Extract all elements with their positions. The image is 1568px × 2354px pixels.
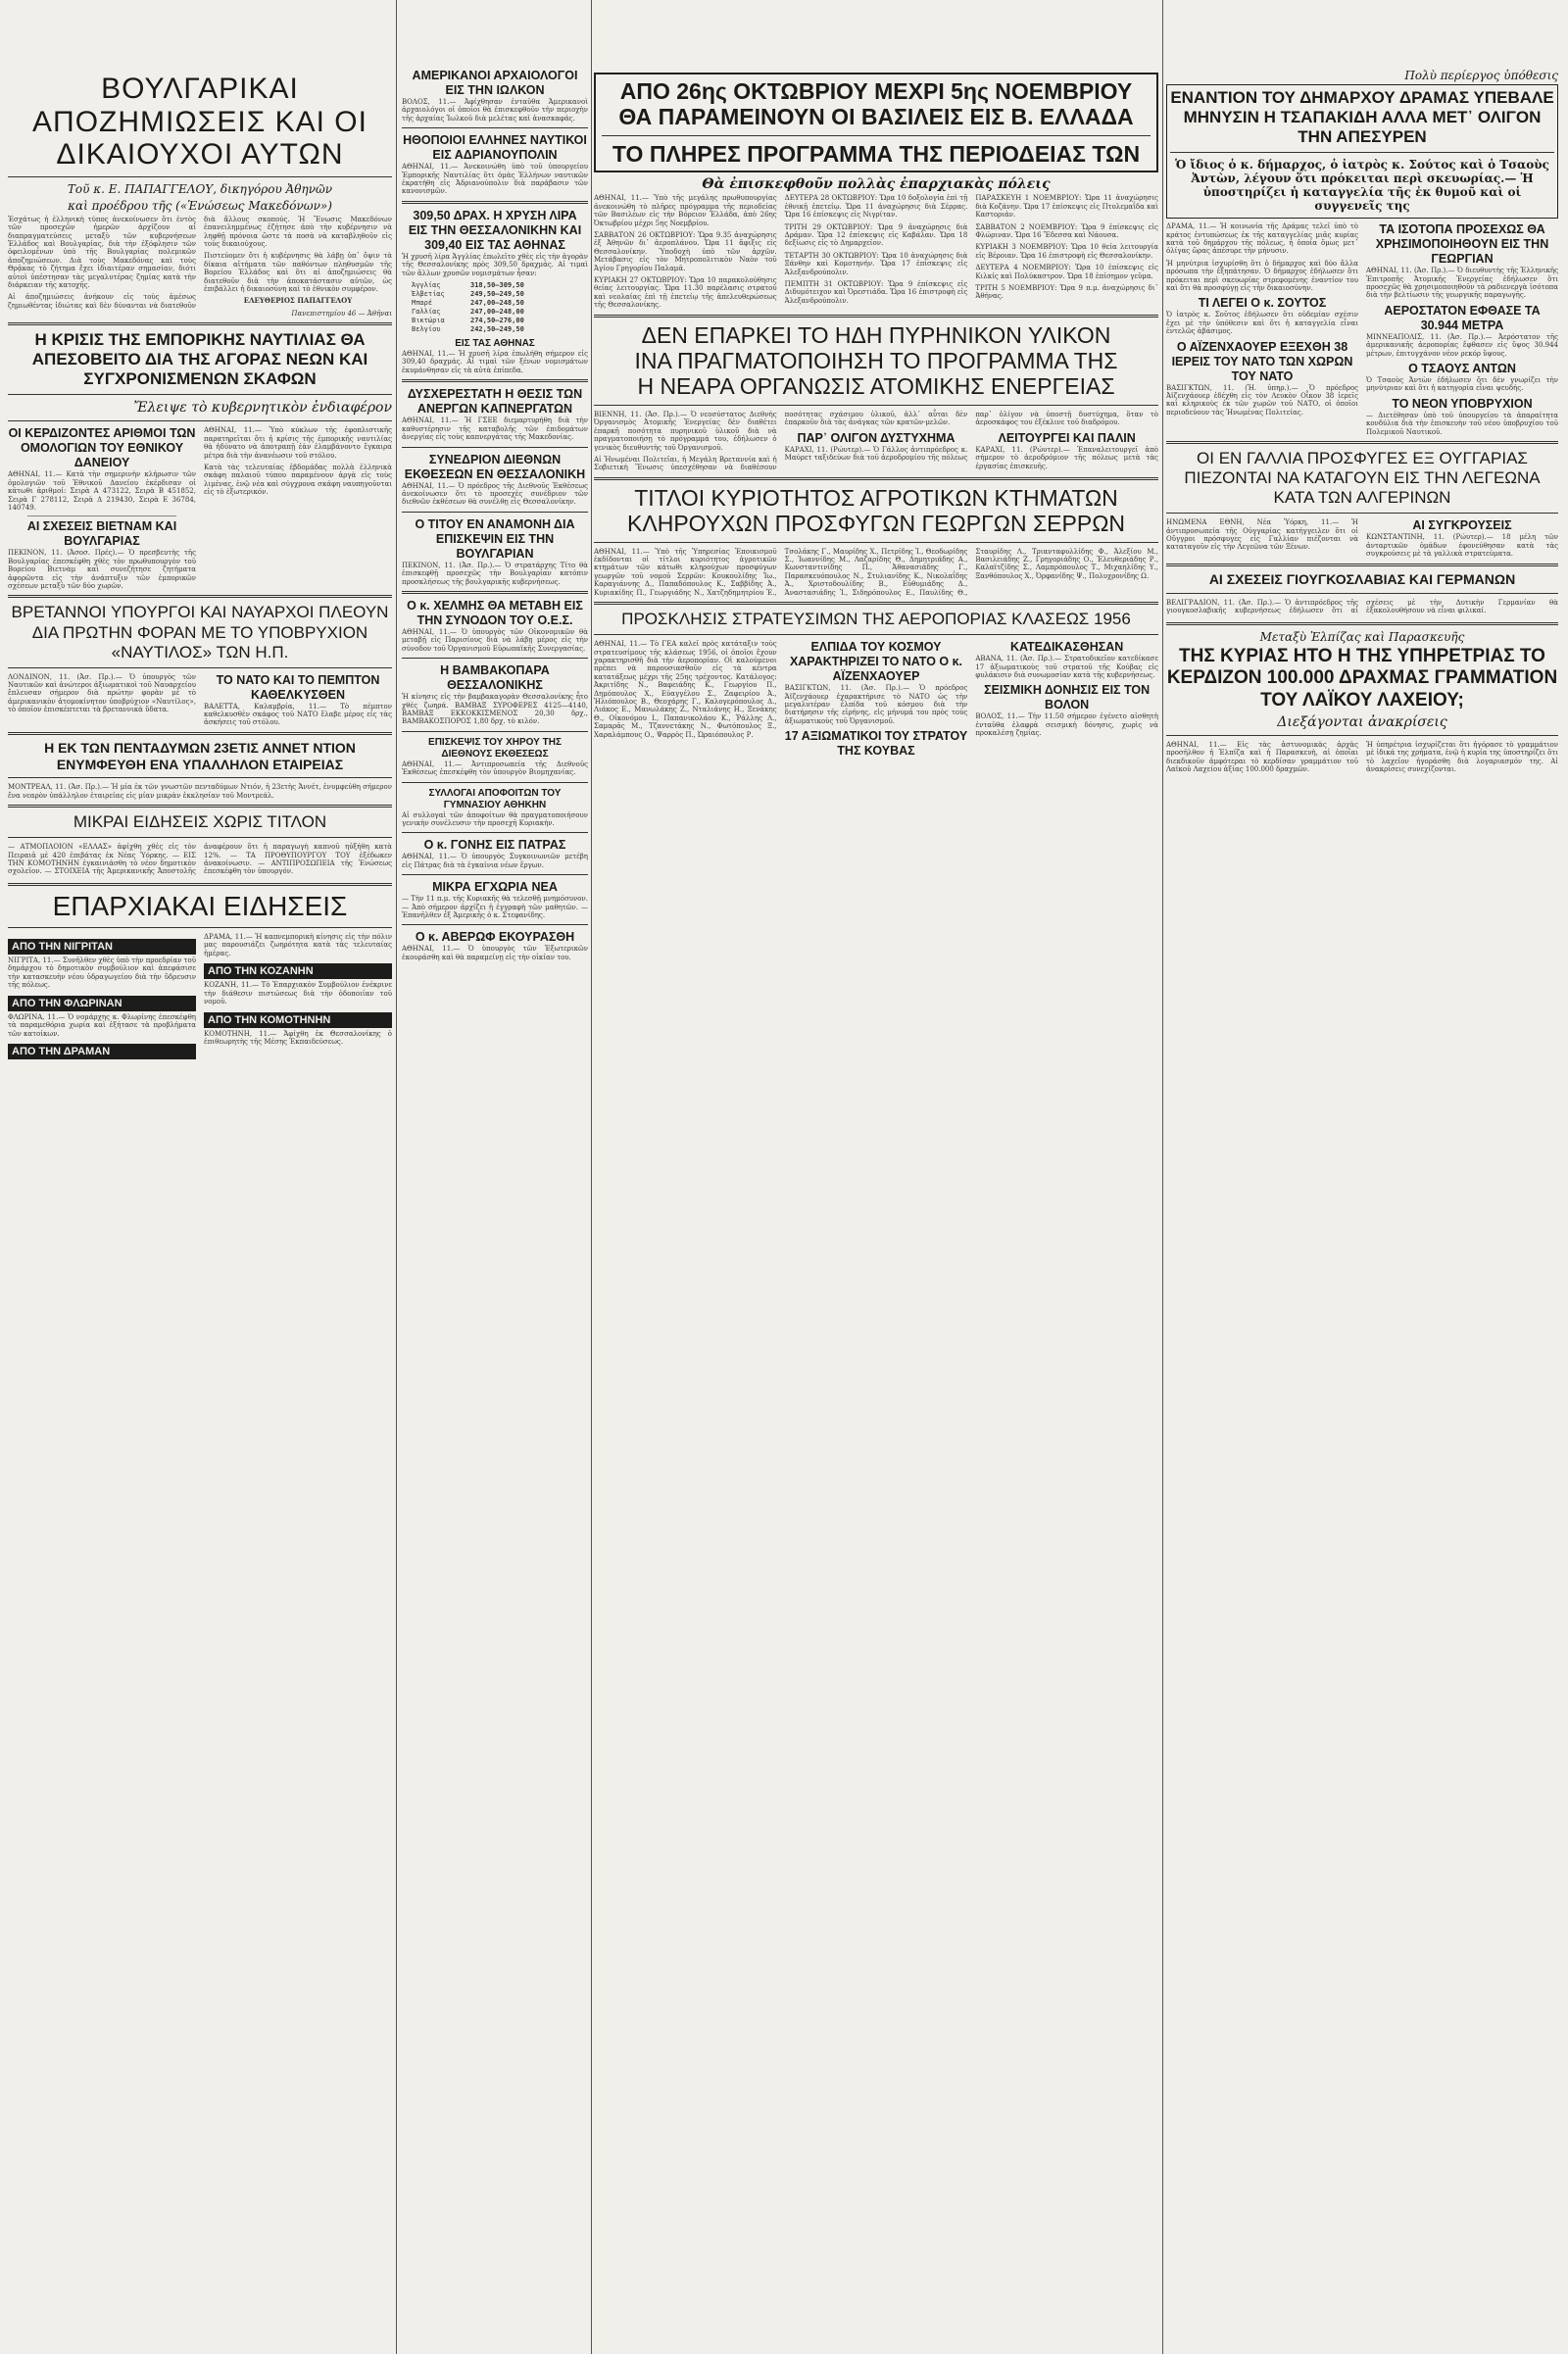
paragraph: ΗΝΩΜΕΝΑ ΕΘΝΗ, Νέα Ὑόρκη, 11.— Ἡ ἀντιπροσωπεία τῆς Οὐγγαρίας κατήγγειλεν ὅτι οἱ Οὔγγροι πρόσφυγες εἰς Γαλλίαν πιέζονται νὰ καταταγοῦν εἰς τὴν Λεγεῶνα τῶν Ξένων. bbox=[1166, 518, 1358, 552]
paragraph: Ἐσχάτως ἡ ἑλληνικὴ τύπος ἀνεκοίνωσεν ὅτι ἐντὸς τῶν προσεχῶν ἡμερῶν ἀρχίζουν αἱ διαπραγματεύσεις μεταξὺ τῶν κυβερνήσεων Ἑλλάδος καὶ Βουλγαρίας, διὰ τὴν ἐξόφλησιν τῶν ὀφειλομένων ὑπὸ τῆς Βουλγαρίας πολεμικῶν ἀποζημιώσεων. Διὰ τοὺς Μακεδόνας καὶ τοὺς Θρᾷκας τὸ ζήτημα ἔχει ἰδιαιτέραν σημασίαν, διότι αὐτοὶ ὑπέστησαν τὰς μεγαλυτέρας ζημίας κατὰ τὴν διάρκειαν τῆς κατοχῆς. bbox=[8, 215, 196, 290]
kicker: Μεταξὺ Ἐλπίζας καὶ Παρασκευῆς bbox=[1259, 629, 1465, 644]
article-brief-news bbox=[8, 812, 392, 878]
paragraph: Κατὰ τὰς τελευταίας ἑβδομάδας πολλὰ ἑλληνικὰ σκάφη παλαιοῦ τύπου παραμένουν ἀργὰ εἰς τοὺς λιμένας, ἐνῷ νέα καὶ σύγχρονα σκάφη ναυπηγοῦνται εἰς τὸ ἐξωτερικόν. bbox=[204, 464, 392, 497]
headline: ΟΙ ΕΝ ΓΑΛΛΙΑ ΠΡΟΣΦΥΓΕΣ ΕΞ ΟΥΓΓΑΡΙΑΣ ΠΙΕΖΟΝΤΑΙ ΝΑ ΚΑΤΑΓΟΥΝ ΕΙΣ ΤΗΝ ΛΕΓΕΩΝΑ ΚΑΤΑ ΤΩΝ ΑΛΓΕΡΙΝΩΝ bbox=[1184, 449, 1541, 508]
headline: ΔΕΝ ΕΠΑΡΚΕΙ ΤΟ ΗΔΗ ΠΥΡΗΝΙΚΟΝ ΥΛΙΚΟΝ bbox=[641, 321, 1111, 348]
paragraph: Αἱ ἀποζημιώσεις ἀνήκουν εἰς τοὺς ἀμέσως ζημιωθέντας ἰδιώτας καὶ δὲν δύνανται νὰ διατεθοῦν διὰ ἄλλους σκοπούς. Ἡ Ἕνωσις Μακεδόνων ἐπανειλημμένως ἐζήτησε ἀπὸ τὴν κυβέρνησιν νὰ ληφθῇ πρόνοια ὥστε τὰ ποσὰ νὰ καταβληθοῦν εἰς τοὺς δικαιούχους. bbox=[8, 215, 392, 310]
paragraph: ΠΕΚΙΝΟΝ, 11. (Ἀσοσ. Πρές).— Ὁ πρεσβευτὴς τῆς Βουλγαρίας ἐπεσκέφθη χθὲς τὸν πρωθυπουργὸν τοῦ Βορείου Βιετνὰμ καὶ συνεζήτησε ζητήματα ἀφορῶντα εἰς τὴν ἀνάπτυξιν τῶν ἐμπορικῶν σχέσεων μεταξὺ τῶν δύο χωρῶν. bbox=[8, 549, 196, 591]
section-header: ΑΠΟ ΤΗΝ ΚΟΜΟΤΗΝΗΝ bbox=[204, 1012, 392, 1028]
paragraph: ΚΟΜΟΤΗΝΗ, 11.— Ἀφίχθη ἐκ Θεσσαλονίκης ὁ ἐπιθεωρητὴς τῆς Μέσης Ἐκπαιδεύσεως. bbox=[204, 1029, 392, 1046]
headline: ΑΙ ΣΧΕΣΕΙΣ ΒΙΕΤΝΑΜ ΚΑΙ ΒΟΥΛΓΑΡΙΑΣ bbox=[26, 519, 177, 549]
divider bbox=[8, 394, 392, 395]
kicker: Πολὺ περίεργος ὑπόθεσις bbox=[1404, 69, 1558, 82]
paragraph: ΑΘΗΝΑΙ, 11.— Ἡ ΓΣΕΕ διεμαρτυρήθη διὰ τὴν καθυστέρησιν τῆς καταβολῆς τῶν ἐπιδομάτων ἀνεργίας εἰς τοὺς καπνεργάτας τῆς Μακεδονίας. bbox=[402, 417, 588, 442]
paragraph: ΑΘΗΝΑΙ, 11.— Ὑπὸ τῆς μεγάλης πρωθυπουργίας ἀνεκοινώθη τὸ πλῆρες πρόγραμμα τῆς περιοδείας τῶν Βασιλέων εἰς τὴν Βόρειον Ἑλλάδα, ἀπὸ 26ης Ὀκτωβρίου μέχρι 5ης Νοεμβρίου. bbox=[594, 194, 777, 227]
paragraph: ΑΘΗΝΑΙ, 11.— Κατὰ τὴν σημερινὴν κλήρωσιν τῶν ὁμολογιῶν τοῦ Ἐθνικοῦ Δανείου ἐκέρδισαν οἱ κάτωθι ἀριθμοί: Σειρὰ Α 473122, Σειρὰ Β 451852, Σειρὰ Γ 278112, Σειρὰ Δ 219430, Σειρὰ Ε 36784, 140749. bbox=[8, 470, 196, 513]
headline: ΗΘΟΠΟΙΟΙ ΕΛΛΗΝΕΣ ΝΑΥΤΙΚΟΙ ΕΙΣ ΑΔΡΙΑΝΟΥΠΟΛΙΝ bbox=[403, 133, 587, 163]
subheadline: Θὰ ἐπισκεφθοῦν πολλὰς ἐπαρχιακὰς πόλεις bbox=[702, 176, 1051, 193]
paragraph: ΔΡΑΜΑ, 11.— Ἡ καπνεμπορικὴ κίνησις εἰς τὴν πόλιν μας παρουσιάζει ζωηρότητα κατὰ τὰς τελευταίας ἡμέρας. bbox=[204, 933, 392, 957]
headline: ΤΙΤΛΟΙ ΚΥΡΙΟΤΗΤΟΣ ΑΓΡΟΤΙΚΩΝ ΚΤΗΜΑΤΩΝ bbox=[634, 484, 1118, 511]
subheadline: 17 ΑΞΙΩΜΑΤΙΚΟΙ ΤΟΥ ΣΤΡΑΤΟΥ ΤΗΣ ΚΟΥΒΑΣ ΚΑΤΕΔΙΚΑΣΘΗΣΑΝ bbox=[784, 640, 1124, 759]
paragraph: Ἡ κίνησις εἰς τὴν βαμβακαγορὰν Θεσσαλονίκης ἦτο χθὲς ζωηρά. ΒΑΜΒΑΞ ΣΥΡΟΦΕΡΕΣ 4125—4140, ΒΑΜΒΑΞ ΕΚΚΟΚΚΙΣΜΕΝΟΣ 20,30 δρχ., ΒΑΜΒΑΚΟΣΠΟΡΟΣ 1,80 δρχ. τὸ κιλόν. bbox=[402, 693, 588, 726]
subheadline: ΣΕΙΣΜΙΚΗ ΔΟΝΗΣΙΣ ΕΙΣ ΤΟΝ ΒΟΛΟΝ bbox=[984, 683, 1151, 712]
headline: Ο ΤΙΤΟΥ ΕΝ ΑΝΑΜΟΝΗ ΔΙΑ ΕΠΙΣΚΕΨΙΝ ΕΙΣ ΤΗΝ ΒΟΥΛΓΑΡΙΑΝ bbox=[415, 516, 575, 561]
signature: ΕΛΕΥΘΕΡΙΟΣ ΠΑΠΑΓΓΕΛΟΥ bbox=[243, 296, 353, 306]
paragraph: ΚΑΡΑΧΙ, 11. (Ρώυτερ).— Ὁ Γάλλος ἀντιπρόεδρος κ. Μαύρετ ταξιδεύων διὰ τοῦ ἀεροδρομίου τῆς πόλεως παρ᾽ ὀλίγον νὰ ὑποστῇ δυστύχημα, ὅταν τὸ ἀεροσκάφος του ἐξέκλινε τοῦ διαδρόμου. bbox=[784, 410, 1158, 463]
article-hungarian-refugees bbox=[1166, 449, 1558, 559]
subheadline: ΤΟ ΝΕΟΝ ΥΠΟΒΡΥΧΙΟΝ bbox=[1392, 396, 1533, 411]
provincial-news bbox=[8, 891, 392, 1059]
headline: ΜΙΚΡΑΙ ΕΙΔΗΣΕΙΣ ΧΩΡΙΣ ΤΙΤΛΟΝ bbox=[73, 812, 327, 832]
headline: 309,50 ΔΡΑΧ. Η ΧΡΥΣΗ ΛΙΡΑ ΕΙΣ ΤΗΝ ΘΕΣΣΑΛΟΝΙΚΗΝ ΚΑΙ 309,40 ΕΙΣ ΤΑΣ ΑΘΗΝΑΣ bbox=[408, 208, 582, 252]
signature-place: Πανεπιστημίου 46 — Ἀθῆναι bbox=[291, 309, 392, 318]
paragraph: ΤΡΙΤΗ 5 ΝΟΕΜΒΡΙΟΥ: Ὥρα 9 π.μ. ἀναχώρησις δι᾽ Ἀθήνας. bbox=[975, 283, 1158, 301]
paragraph: ΚΥΡΙΑΚΗ 3 ΝΟΕΜΒΡΙΟΥ: Ὥρα 10 θεία λειτουργία εἰς Βέροιαν. Ὥρα 16 ἐπιστροφὴ εἰς Θεσσαλονίκην. bbox=[975, 243, 1158, 260]
subheadline: ΠΑΡ᾽ ΟΛΙΓΟΝ ΔΥΣΤΥΧΗΜΑ bbox=[797, 430, 956, 445]
article-yugoslavia-germany bbox=[1166, 571, 1558, 617]
paragraph: — Διετέθησαν ὑπὸ τοῦ ὑπουργείου τὰ ἀπαραίτητα κονδύλια διὰ τὴν ἐπισκευὴν τοῦ νέου ὑποβρυχίου τοῦ Πολεμικοῦ Ναυτικοῦ. bbox=[1366, 411, 1558, 436]
divider bbox=[8, 322, 392, 325]
paragraph: ΒΟΛΟΣ, 11.— Ἀφίχθησαν ἐνταῦθα Ἀμερικανοὶ ἀρχαιολόγοι οἱ ὁποῖοι θὰ ἐπισκεφθοῦν τὴν περιοχὴν τῆς ἀρχαίας Ἰωλκοῦ διὰ μελέτας καὶ ἀνασκαφάς. bbox=[402, 98, 588, 123]
divider bbox=[8, 420, 392, 421]
paragraph: ΚΑΡΑΧΙ, 11. (Ρώυτερ).— Ἐπαναλειτουργεῖ ἀπὸ σήμερον τὸ ἀεροδρόμιον τῆς πόλεως μετὰ τὰς ἐργασίας ἐπισκευῆς. bbox=[975, 445, 1158, 470]
column-rule bbox=[396, 0, 397, 2354]
article-land-titles bbox=[594, 485, 1158, 597]
paragraph: Αἱ συλλογαὶ τῶν ἀποφοίτων θὰ πραγματοποιήσουν γενικὴν συνέλευσιν τὴν προσεχῆ Κυριακήν. bbox=[402, 810, 588, 827]
paragraph: ΚΥΡΙΑΚΗ 27 ΟΚΤΩΒΡΙΟΥ: Ὥρα 10 παρακολούθησις θείας λειτουργίας. Ὥρα 11.30 παρέλασις στρατοῦ καὶ νεολαίας ἐπὶ τῇ ἐπετείῳ τῆς ἀπελευθερώσεως τῆς Θεσσαλονίκης. bbox=[594, 275, 777, 310]
subheadline: ΑΙ ΣΥΓΚΡΟΥΣΕΙΣ bbox=[1412, 518, 1512, 533]
divider bbox=[8, 805, 392, 808]
subheadline: Ὁ ἴδιος ὁ κ. δήμαρχος, ὁ ἰατρὸς κ. Σούτος καὶ ὁ Τσαοὺς Ἀντὼν, λέγουν ὅτι πρόκειται περὶ σκευωρίας.— Ἡ ὑποστηρίζει ἡ καταγγελία τῆς ἐκ θυμοῦ καὶ οἱ συγγενεῖς της bbox=[1175, 158, 1549, 214]
article-body bbox=[8, 673, 392, 727]
column-4 bbox=[1166, 0, 1558, 778]
headline: ΘΑ ΠΑΡΑΜΕΙΝΟΥΝ ΟΙ ΒΑΣΙΛΕΙΣ ΕΙΣ Β. ΕΛΛΑΔΑ bbox=[618, 104, 1134, 130]
paragraph: Πιστεύομεν ὅτι ἡ κυβέρνησις θὰ λάβῃ ὑπ᾽ ὄψιν τὰ δίκαια αἰτήματα τῶν παθόντων πληθυσμῶν τῆς Βορείου Ἑλλάδος καὶ ὅτι αἱ ἀποζημιώσεις θὰ διατεθοῦν διὰ τὴν ἀποκατάστασιν αὐτῶν, ὡς ἐπιβάλλει ἡ δικαιοσύνη καὶ τὸ ἐθνικὸν συμφέρον. bbox=[204, 252, 392, 294]
headline: Η ΚΡΙΣΙΣ ΤΗΣ ΕΜΠΟΡΙΚΗΣ ΝΑΥΤΙΛΙΑΣ ΘΑ ΑΠΕΣΟΒΕΙΤΟ ΔΙΑ ΤΗΣ ΑΓΟΡΑΣ ΝΕΩΝ ΚΑΙ ΣΥΓΧΡΟΝΙΣΜΕΝΩΝ ΣΚΑΦΩΝ bbox=[31, 330, 368, 389]
headline: ΤΗΣ ΚΥΡΙΑΣ ΗΤΟ Η ΤΗΣ ΥΠΗΡΕΤΡΙΑΣ ΤΟ ΚΕΡΔΙΖΟΝ 100.000 ΔΡΑΧΜΑΣ ΓΡΑΜΜΑΤΙΟΝ ΤΟΥ ΛΑΪΚΟΥ ΛΑΧΕΙΟΥ; bbox=[1166, 645, 1558, 711]
article-atomic-energy bbox=[594, 322, 1158, 472]
section-header: ΑΠΟ ΤΗΝ ΦΛΩΡΙΝΑΝ bbox=[8, 996, 196, 1011]
headline: ΟΙ ΚΕΡΔΙΖΟΝΤΕΣ ΑΡΙΘΜΟΙ ΤΩΝ ΟΜΟΛΟΓΙΩΝ ΤΟΥ ΕΘΝΙΚΟΥ ΔΑΝΕΙΟΥ bbox=[8, 426, 196, 470]
subheadline: Ο ΤΣΑΟΥΣ ΑΝΤΩΝ bbox=[1408, 361, 1516, 375]
headline: ΒΟΥΛΓΑΡΙΚΑΙ ΑΠΟΖΗΜΙΩΣΕΙΣ ΚΑΙ ΟΙ ΔΙΚΑΙΟΥΧΟΙ ΑΥΤΩΝ bbox=[32, 73, 368, 172]
paragraph: ΜΟΝΤΡΕΑΛ, 11. (Ἀσ. Πρ.).— Ἡ μία ἐκ τῶν γνωστῶν πενταδύμων Ντιόν, ἡ 23ετὴς Ἀννέτ, ἐνυμφεύθη σήμερον ἕνα νεαρὸν ὑπάλληλον ἐταιρείας εἰς μίαν μικρὰν ἐκκλησίαν τοῦ Μοντρεάλ. bbox=[8, 783, 392, 800]
lead-story-body bbox=[594, 194, 1158, 309]
divider bbox=[8, 176, 392, 177]
paragraph: ΒΑΛΕΤΤΑ, Καλαμβρία, 11.— Τὸ πέμπτον καθελκυσθὲν σκάφος τοῦ ΝΑΤΟ ἔλαβε μέρος εἰς τὰς ἀσκήσεις τοῦ στόλου. bbox=[204, 702, 392, 727]
column-1 bbox=[8, 0, 392, 1059]
headline: ΒΡΕΤΑΝΝΟΙ ΥΠΟΥΡΓΟΙ ΚΑΙ ΝΑΥΑΡΧΟΙ ΠΛΕΟΥΝ ΔΙΑ ΠΡΩΤΗΝ ΦΟΡΑΝ ΜΕ ΤΟ ΥΠΟΒΡΥΧΙΟΝ «ΝΑΥΤΙΛΟΣ» ΤΩΝ Η.Π. bbox=[11, 603, 389, 662]
column-3 bbox=[594, 0, 1158, 759]
column-rule bbox=[591, 0, 592, 2354]
paragraph: ΣΑΒΒΑΤΟΝ 2 ΝΟΕΜΒΡΙΟΥ: Ὥρα 9 ἐπίσκεψις εἰς Φλώριναν. Ὥρα 16 Ἔδεσσα καὶ Νάουσα. bbox=[975, 222, 1158, 239]
subheadline: ΑΕΡΟΣΤΑΤΟΝ ΕΦΘΑΣΕ ΤΑ 30.944 ΜΕΤΡΑ bbox=[1384, 303, 1541, 332]
headline: ΔΥΣΧΕΡΕΣΤΑΤΗ Η ΘΕΣΙΣ ΤΩΝ ΑΝΕΡΓΩΝ ΚΑΠΝΕΡΓΑΤΩΝ bbox=[407, 387, 583, 417]
paragraph: — Τὴν 11 π.μ. τῆς Κυριακῆς θὰ τελεσθῇ μνημόσυνον. — Ἀπὸ σήμερον ἀρχίζει ἡ ἐγγραφὴ τῶν μαθητῶν. — Ἐπανῆλθεν ἐξ Ἀμερικῆς ὁ κ. Στεφανίδης. bbox=[402, 895, 588, 920]
article-shipping-crisis bbox=[8, 330, 392, 421]
paragraph: ΦΛΩΡΙΝΑ, 11.— Ὁ νομάρχης κ. Φλωρίνης ἐπεσκέφθη τὰ παραμεθόρια χωρία καὶ ἐξήτασε τὰ προβλήματα τῶν κατοίκων. bbox=[8, 1012, 196, 1038]
article-lottery-dispute bbox=[1166, 630, 1558, 778]
paragraph: ΑΘΗΝΑΙ, 11.— Τὸ ΓΕΑ καλεῖ πρὸς κατάταξιν τοὺς στρατευσίμους τῆς κλάσεως 1956, οἱ ὁποῖοι ἔχουν χαρακτηρισθῆ διὰ τὴν ἀεροπορίαν. Οἱ καλούμενοι πρέπει νὰ παρουσιασθοῦν εἰς τὰ κέντρα κατατάξεως μέχρι τῆς 25ης τρέχοντος. Κατάλογος: Ἀκριτίδης Ν., Βαφειάδης Κ., Γεωργίου Π., Δημόπουλος Χ., Εὐαγγέλου Σ., Ζαφειρίου Ἀ., Ἠλιόπουλος Β., Θεοχάρης Γ., Καλογερόπουλος Δ., Λιάκος Ε., Μανωλάκης Ζ., Νταλιάνης Η., Ξενάκης Θ., Οἰκονόμου Ι., Παπανικολάου Κ., Ῥάλλης Λ., Σαμαρᾶς Μ., Τζαννετάκης Ν., Φωτόπουλος Ξ., Χαραλάμπους Ο., Ψαρρὸς Π., Ὠραιόπουλος Ρ. bbox=[594, 640, 777, 739]
paragraph: ΛΟΝΔΙΝΟΝ, 11. (Ἀσ. Πρ.).— Ὁ ὑπουργὸς τῶν Ναυτικῶν καὶ ἀνώτεροι ἀξιωματικοὶ τοῦ Ναυαρχείου ἔπλευσαν σήμερον διὰ πρώτην φορὰν μὲ τὸ ἀμερικανικὸν ἀτομοκίνητον ὑποβρύχιον «Ναυτίλος», τὸ ὁποῖον ἐπισκέπτεται τὰ βρεταννικὰ ὕδατα. bbox=[8, 672, 196, 714]
headline: ΕΝΑΝΤΙΟΝ ΤΟΥ ΔΗΜΑΡΧΟΥ ΔΡΑΜΑΣ ΥΠΕΒΑΛΕ ΜΗΝΥΣΙΝ Η ΤΣΑΠΑΚΙΔΗ ΑΛΛΑ ΜΕΤ᾽ ΟΛΙΓΟΝ ΤΗΝ ΑΠΕΣΥΡΕΝ bbox=[1170, 88, 1554, 147]
article-airforce-conscripts bbox=[594, 610, 1158, 759]
rate-row: Γαλλίας 247,00—248,00 bbox=[412, 308, 524, 317]
paragraph: ΑΘΗΝΑΙ, 11.— Ὁ πρόεδρος τῆς Διεθνοῦς Ἐκθέσεως ἀνεκοίνωσεν ὅτι τὸ προσεχὲς συνέδριον τῶν διεθνῶν ἐκθέσεων θὰ συνέλθῃ εἰς Θεσσαλονίκην. bbox=[402, 481, 588, 507]
headline: ΣΥΛΛΟΓΑΙ ΑΠΟΦΟΙΤΩΝ ΤΟΥ ΓΥΜΝΑΣΙΟΥ ΑΘΗΚΗΝ bbox=[428, 787, 562, 810]
headline: Ο κ. ΧΕΛΜΗΣ ΘΑ ΜΕΤΑΒΗ ΕΙΣ ΤΗΝ ΣΥΝΟΔΟΝ ΤΟΥ Ο.Ε.Σ. bbox=[407, 598, 583, 627]
headline: ΜΙΚΡΑ ΕΓΧΩΡΙΑ ΝΕΑ bbox=[432, 880, 558, 895]
headline: ΕΠΙΣΚΕΨΙΣ ΤΟΥ ΧΗΡΟΥ ΤΗΣ ΔΙΕΘΝΟΥΣ ΕΚΘΕΣΕΩΣ bbox=[428, 736, 562, 760]
headline: Ο κ. ΓΟΝΗΣ ΕΙΣ ΠΑΤΡΑΣ bbox=[423, 838, 566, 853]
headline: Η ΒΑΜΒΑΚΟΠΑΡΑ ΘΕΣΣΑΛΟΝΙΚΗΣ bbox=[440, 663, 550, 693]
headline: ΣΥΝΕΔΡΙΟΝ ΔΙΕΘΝΩΝ ΕΚΘΕΣΕΩΝ ΕΝ ΘΕΣΣΑΛΟΝΙΚΗ bbox=[404, 452, 586, 481]
paragraph: ΠΕΚΙΝΟΝ, 11. (Ἀσ. Πρ.).— Ὁ στρατάρχης Τίτο θὰ ἐπισκεφθῇ προσεχῶς τὴν Βουλγαρίαν κατόπιν προσκλήσεως τῆς βουλγαρικῆς κυβερνήσεως. bbox=[402, 561, 588, 586]
paragraph: Ὁ Τσαοὺς Ἀντὼν ἐδήλωσεν ὅτι δὲν γνωρίζει τὴν μηνύτριαν καὶ ὅτι ἡ κατηγορία εἶναι ψευδής. bbox=[1366, 375, 1558, 393]
paragraph: ΒΕΛΙΓΡΑΔΙΟΝ, 11. (Ἀσ. Πρ.).— Ὁ ἀντιπρόεδρος τῆς γιουγκοσλαβικῆς κυβερνήσεως ἐδήλωσεν ὅτι αἱ σχέσεις μὲ τὴν Δυτικὴν Γερμανίαν θὰ ἐξακολουθήσουν νὰ εἶναι φιλικαί. bbox=[1166, 598, 1558, 615]
paragraph: ΠΑΡΑΣΚΕΥΗ 1 ΝΟΕΜΒΡΙΟΥ: Ὥρα 11 ἀναχώρησις διὰ Κοζάνην. Ὥρα 17 ἐπίσκεψις εἰς Πτολεμαΐδα καὶ Καστοριάν. bbox=[975, 194, 1158, 220]
subheadline: ΤΟ ΝΑΤΟ ΚΑΙ ΤΟ ΠΕΜΠΤΟΝ ΚΑΘΕΛΚΥΣΘΕΝ bbox=[216, 672, 380, 702]
paragraph: ΔΕΥΤΕΡΑ 28 ΟΚΤΩΒΡΙΟΥ: Ὥρα 10 δοξολογία ἐπὶ τῇ ἐθνικῇ ἐπετείῳ. Ὥρα 11 ἀναχώρησις διὰ Σέρρας. Ὥρα 16 ἐπίσκεψις εἰς Νιγρίταν. bbox=[784, 194, 968, 220]
paragraph: ΣΑΒΒΑΤΟΝ 26 ΟΚΤΩΒΡΙΟΥ: Ὥρα 9.35 ἀναχώρησις ἐξ Ἀθηνῶν δι᾽ ἀεροπλάνου. Ὥρα 11 ἄφιξις εἰς Θεσσαλονίκην. Ὑποδοχὴ ὑπὸ τῶν ἀρχῶν. Μετάβασις εἰς τὸν Μητροπολιτικὸν Ναὸν τοῦ Ἁγίου Γρηγορίου Παλαμᾶ. bbox=[594, 230, 777, 272]
paragraph: — ΑΤΜΟΠΛΟΙΟΝ «ΕΛΛΑΣ» ἀφίχθη χθὲς εἰς τὸν Πειραιᾶ μὲ 420 ἐπιβάτας ἐκ Νέας Ὑόρκης. — ΕΙΣ ΤΗΝ ΚΟΜΟΤΗΝΗΝ ἐγκαινιάσθη τὸ νέον δημοτικὸν σχολεῖον. — ΣΤΟΙΧΕΙΑ τῆς Ἀμερικανικῆς Ἀποστολῆς ἀναφέρουν ὅτι ἡ παραγωγὴ καπνοῦ ηὐξήθη κατὰ 12%. — ΤΑ ΠΡΟΘΥΠΟΥΡΓΟΥ ΤΟΥ ἐξέδωκεν ἀνακοίνωσιν. — ΑΝΤΙΠΡΟΣΩΠΕΙΑ τῆς Ἑνώσεως ἐπεσκέφθη τὸν ὑπουργόν. bbox=[8, 843, 392, 876]
rate-row: Ἐλβετίας 249,50—249,50 bbox=[412, 290, 524, 299]
paragraph: ΒΟΛΟΣ, 11.— Τὴν 11.50 σήμερον ἐγένετο αἰσθητὴ ἐνταῦθα ἐλαφρὰ σεισμικὴ δόνησις, χωρὶς νὰ προκαλέσῃ ζημίας. bbox=[975, 712, 1158, 738]
paragraph: Ὁ ἰατρὸς κ. Σοῦτος ἐδήλωσεν ὅτι οὐδεμίαν σχέσιν ἔχει μὲ τὴν ὑπόθεσιν καὶ ὅτι ἡ καταγγελία εἶναι ἐντελῶς ἀβάσιμος. bbox=[1166, 311, 1358, 336]
subheadline: Ἔλειψε τὸ κυβερνητικὸν ἐνδιαφέρον bbox=[133, 400, 392, 417]
divider bbox=[8, 732, 392, 735]
paragraph: ΚΩΝΣΤΑΝΤΙΝΗ, 11. (Ρώυτερ).— 18 μέλη τῶν ἀνταρτικῶν ὁμάδων ἐφονεύθησαν κατὰ τὰς συγκρούσεις μὲ τὰ γαλλικὰ στρατεύματα. bbox=[1366, 533, 1558, 558]
paragraph: ΒΑΣΙΓΚΤΩΝ, 11. (Ἡ. ὑπηρ.).— Ὁ πρόεδρος Ἀϊζενχάουερ ἐδέχθη εἰς τὸν Λευκὸν Οἶκον 38 ἱερεῖς καὶ κληρικοὺς ἐκ τῶν χωρῶν τοῦ ΝΑΤΟ, οἱ ὁποῖοι περιοδεύουν τὰς Ἡνωμένας Πολιτείας. bbox=[1166, 383, 1358, 417]
paragraph: ΑΘΗΝΑΙ, 11.— Ὁ ὑπουργὸς τῶν Ἐξωτερικῶν ἐκουράσθη καὶ θὰ παραμείνῃ εἰς τὴν οἰκίαν του. bbox=[402, 945, 588, 961]
paragraph: ΒΑΣΙΓΚΤΩΝ, 11. (Ἀσ. Πρ.).— Ὁ πρόεδρος Ἀϊζενχάουερ ἐχαρακτήρισε τὸ ΝΑΤΟ ὡς τὴν μεγαλυτέραν ἐλπίδα τοῦ κόσμου διὰ τὴν διατήρησιν τῆς εἰρήνης, εἰς μήνυμά του πρὸς τοὺς ἀξιωματικοὺς τοῦ Ὀργανισμοῦ. bbox=[784, 684, 968, 725]
paragraph: Ἡ ὑπηρέτρια ἰσχυρίζεται ὅτι ἠγόρασε τὸ γραμμάτιον μὲ ἰδικά της χρήματα, ἐνῷ ἡ κυρία της ὑποστηρίζει ὅτι τὸ λαχεῖον ἠγοράσθη διὰ λογαριασμόν της. Αἱ ἀνακρίσεις συνεχίζονται. bbox=[1366, 740, 1558, 774]
gold-rates-table bbox=[412, 281, 588, 334]
subheadline: Διεξάγονται ἀνακρίσεις bbox=[1277, 713, 1447, 730]
divider bbox=[8, 667, 392, 668]
paragraph: ΑΘΗΝΑΙ, 11.— Ὁ ὑπουργὸς Συγκοινωνιῶν μετέβη εἰς Πάτρας διὰ τὰ ἐγκαίνια νέων ἔργων. bbox=[402, 853, 588, 869]
headline: ΑΙ ΣΧΕΣΕΙΣ ΓΙΟΥΓΚΟΣΛΑΒΙΑΣ ΚΑΙ ΓΕΡΜΑΝΩΝ bbox=[1208, 571, 1516, 588]
column-2 bbox=[402, 0, 588, 965]
headline: Ο κ. ΑΒΕΡΩΦ ΕΚΟΥΡΑΣΘΗ bbox=[415, 930, 575, 945]
paragraph: ΑΘΗΝΑΙ, 11.— Ἀντιπροσωπεία τῆς Διεθνοῦς Ἐκθέσεως ἐπεσκέφθη τὸν ὑπουργὸν Βιομηχανίας. bbox=[402, 760, 588, 777]
paragraph: ΑΘΗΝΑΙ, 11.— Ὁ ὑπουργὸς τῶν Οἰκονομικῶν θὰ μεταβῇ εἰς Παρισίους διὰ νὰ λάβῃ μέρος εἰς τὴν σύνοδον τοῦ Ὀργανισμοῦ Εὐρωπαϊκῆς Συνεργασίας. bbox=[402, 627, 588, 653]
paragraph: ΑΘΗΝΑΙ, 11.— Ἡ χρυσῆ λίρα ἐπωλήθη σήμερον εἰς 309,40 δραχμάς. Αἱ τιμαὶ τῶν ξένων νομισμάτων ἐκυμάνθησαν εἰς τὰ αὐτὰ ἐπίπεδα. bbox=[402, 350, 588, 374]
article-body bbox=[8, 216, 392, 318]
headline: Η ΝΕΑΡΑ ΟΡΓΑΝΩΣΙΣ ΑΤΟΜΙΚΗΣ ΕΝΕΡΓΕΙΑΣ bbox=[637, 373, 1115, 400]
headline: ΕΠΑΡΧΙΑΚΑΙ ΕΙΔΗΣΕΙΣ bbox=[52, 890, 348, 921]
paragraph: ΑΘΗΝΑΙ, 11.— Ὑπὸ τῆς Ὑπηρεσίας Ἐποικισμοῦ ἐκδίδονται οἱ τίτλοι κυριότητος ἀγροτικῶν κτημάτων τῶν κάτωθι κληρούχων προσφύγων γεωργῶν τοῦ νομοῦ Σερρῶν: Κουκουλίδης Ἰω., Καραγιάννης Δ., Παπαδόπουλος Κ., Σαββίδης Ἀ., Κυριακίδης Π., Γεωργιάδης Ν., Χατζηδημητρίου Ἐ., Τσολάκης Γ., Μαυρίδης Χ., Πετρίδης Ἰ., Θεοδωρίδης Σ., Ἰωαννίδης Μ., Λαζαρίδης Θ., Δημητριάδης Α., Κωνσταντινίδης Π., Ἀθανασιάδης Γ., Παρασκευόπουλος Ν., Στυλιανίδης Κ., Νικολαΐδης Ἀ., Χριστοδουλίδης Β., Εὐθυμιάδης Δ., Ἀναστασιάδης Ἰ., Σιδηρόπουλος Ε., Παυλίδης Θ., Σταυρίδης Λ., Τριανταφυλλίδης Φ., Ἀλεξίου Μ., Βασιλειάδης Ζ., Γρηγοριάδης Ο., Ἐλευθεριάδης Ρ., Καλαϊτζίδης Σ., Λαμπρόπουλος Τ., Μιχαηλίδης Υ., Ξανθόπουλος Χ., Ὀρφανίδης Ψ., Πολυχρονίδης Ω. bbox=[594, 547, 1158, 597]
article-drama-mayor bbox=[1166, 84, 1558, 219]
paragraph: ΤΡΙΤΗ 29 ΟΚΤΩΒΡΙΟΥ: Ὥρα 9 ἀναχώρησις διὰ Δράμαν. Ὥρα 12 ἐπίσκεψις εἰς Καβάλαν. Ὥρα 18 δεξίωσις εἰς τὸ Δημαρχεῖον. bbox=[784, 222, 968, 248]
paragraph: ΚΟΖΑΝΗ, 11.— Τὸ Ἐπαρχιακὸν Συμβούλιον ἐνέκρινε τὴν διάθεσιν πιστώσεως διὰ τὴν ὁδοποιίαν τοῦ νομοῦ. bbox=[204, 981, 392, 1006]
paragraph: ΤΕΤΑΡΤΗ 30 ΟΚΤΩΒΡΙΟΥ: Ὥρα 10 ἀναχώρησις διὰ Ξάνθην καὶ Κομοτηνήν. Ὥρα 17 ἐπίσκεψις εἰς Ἀλεξανδρούπολιν. bbox=[784, 251, 968, 276]
lead-story-banner bbox=[594, 73, 1158, 172]
subheadline: ΛΕΙΤΟΥΡΓΕΙ ΚΑΙ ΠΑΛΙΝ bbox=[998, 430, 1136, 445]
paragraph: ΑΘΗΝΑΙ, 11.— Εἰς τὰς ἀστυνομικὰς ἀρχὰς προσῆλθον ἡ Ἐλπίζα καὶ ἡ Παρασκευὴ, αἱ ὁποῖαι διεκδικοῦν ἀμφότεραι τὸ κερδίσαν γραμμάτιον τοῦ Λαϊκοῦ Λαχείου ἀξίας 100.000 δραχμῶν. bbox=[1166, 740, 1358, 774]
rate-row: Βικτώρια 274,50—276,00 bbox=[412, 317, 524, 325]
subheadline: ΕΙΣ ΤΑΣ ΑΘΗΝΑΣ bbox=[455, 338, 535, 350]
section-header: ΑΠΟ ΤΗΝ ΚΟΖΑΝΗΝ bbox=[204, 963, 392, 979]
headline: ΙΝΑ ΠΡΑΓΜΑΤΟΠΟΙΗΣΗ ΤΟ ΠΡΟΓΡΑΜΜΑ ΤΗΣ bbox=[634, 348, 1118, 374]
paragraph: ΠΕΜΠΤΗ 31 ΟΚΤΩΒΡΙΟΥ: Ὥρα 9 ἐπίσκεψις εἰς Διδυμότειχον καὶ Ὀρεστιάδα. Ὥρα 16 ἐπιστροφὴ εἰς Ἀλεξανδρούπολιν. bbox=[784, 279, 968, 305]
paragraph: Ἡ μηνύτρια ἰσχυρίσθη ὅτι ὁ δήμαρχος καὶ δύο ἄλλα πρόσωπα τὴν ἐξηπάτησαν. Ὁ δήμαρχος ἐδήλωσεν ὅτι πρόκειται περὶ σκευωρίας στρεφομένης ἐναντίον του καὶ ὅτι θὰ προσφύγῃ εἰς τὴν δικαιοσύνην. bbox=[1166, 259, 1358, 292]
headline: Η ΕΚ ΤΩΝ ΠΕΝΤΑΔΥΜΩΝ 23ΕΤΙΣ ΑΝΝΕΤ ΝΤΙΟΝ ΕΝΥΜΦΕΥΘΗ ΕΝΑ ΥΠΑΛΛΗΛΟΝ ΕΤΑΙΡΕΙΑΣ bbox=[44, 739, 356, 772]
paragraph: ΜΙΝΝΕΑΠΟΛΙΣ, 11. (Ἀσ. Πρ.).— Ἀερόστατον τῆς ἀμερικανικῆς ἀεροπορίας ἔφθασεν εἰς ὕψος 30.944 μέτρων, ἐπιτυγχάνον νέον ρεκόρ ὕψους. bbox=[1366, 332, 1558, 358]
paragraph: Ἡ χρυσῆ λίρα Ἀγγλίας ἐπωλεῖτο χθὲς εἰς τὴν ἀγορὰν τῆς Θεσσαλονίκης πρὸς 309,50 δραχμάς. Αἱ τιμαὶ τῶν ἄλλων χρυσῶν νομισμάτων ἦσαν: bbox=[402, 252, 588, 277]
byline: Τοῦ κ. Ε. ΠΑΠΑΓΓΕΛΟΥ, δικηγόρου Ἀθηνῶν bbox=[67, 181, 333, 196]
byline: καὶ προέδρου τῆς («Ἑνώσεως Μακεδόνων») bbox=[68, 198, 332, 213]
column-rule bbox=[1162, 0, 1163, 2354]
subheadline: Ο ΑΪΖΕΝΧΑΟΥΕΡ ΕΞΕΧΘΗ 38 ΙΕΡΕΙΣ ΤΟΥ ΝΑΤΟ ΤΩΝ ΧΩΡΩΝ ΤΟΥ ΝΑΤΟ bbox=[1171, 339, 1353, 383]
two-column-block bbox=[8, 426, 392, 590]
subheadline: ΤΙ ΛΕΓΕΙ Ο κ. ΣΟΥΤΟΣ bbox=[1198, 296, 1327, 311]
article-bulgarian-reparations bbox=[8, 73, 392, 318]
headline: ΤΟ ΠΛΗΡΕΣ ΠΡΟΓΡΑΜΜΑ ΤΗΣ ΠΕΡΙΟΔΕΙΑΣ ΤΩΝ bbox=[612, 140, 1141, 167]
paragraph: Αἱ Ἡνωμέναι Πολιτεῖαι, ἡ Μεγάλη Βρεταννία καὶ ἡ Σοβιετικὴ Ἕνωσις ὑπεσχέθησαν νὰ διαθέσουν ποσότητας σχάσιμου ὑλικοῦ, ἀλλ᾽ αὗται δὲν ἐπαρκοῦν διὰ τὰς ἀνάγκας τῶν κρατῶν-μελῶν. bbox=[594, 410, 968, 472]
paragraph: ΔΡΑΜΑ, 11.— Ἡ κοινωνία τῆς Δράμας τελεῖ ὑπὸ τὸ κράτος ἐντυπώσεως ἐκ τῆς καταγγελίας μιᾶς κυρίας κατὰ τοῦ δημάρχου τῆς πόλεως, ἡ ὁποία ὅμως μετ᾽ ὀλίγας ὥρας ἀπέσυρε τὴν μήνυσιν. bbox=[1166, 222, 1358, 256]
divider bbox=[8, 837, 392, 838]
paragraph: ΝΙΓΡΙΤΑ, 11.— Συνῆλθεν χθὲς ὑπὸ τὴν προεδρίαν τοῦ δημάρχου τὸ δημοτικὸν συμβούλιον καὶ ἀπεφάσισε τὴν κατασκευὴν νέου ὑδραγωγείου διὰ τὴν ὕδρευσιν τῆς πόλεως. bbox=[8, 956, 196, 990]
subheadline: ΤΑ ΙΣΟΤΟΠΑ ΠΡΟΣΕΧΩΣ ΘΑ ΧΡΗΣΙΜΟΠΟΙΗΘΟΥΝ ΕΙΣ ΤΗΝ ΓΕΩΡΓΙΑΝ bbox=[1375, 222, 1549, 267]
headline: ΚΛΗΡΟΥΧΩΝ ΠΡΟΣΦΥΓΩΝ ΓΕΩΡΓΩΝ ΣΕΡΡΩΝ bbox=[627, 511, 1125, 537]
headline: ΑΠΟ 26ης ΟΚΤΩΒΡΙΟΥ ΜΕΧΡΙ 5ης ΝΟΕΜΒΡΙΟΥ bbox=[619, 78, 1133, 104]
paragraph: ΑΘΗΝΑΙ, 11.— Ὑπὸ κύκλων τῆς ἐφοπλιστικῆς παρατηρεῖται ὅτι ἡ κρίσις τῆς ἐμπορικῆς ναυτιλίας θὰ ἠδύνατο νὰ ἀποτραπῇ ἐὰν ἐλαμβάνοντο ἔγκαιρα μέτρα διὰ τὴν ἀνανέωσιν τοῦ στόλου. bbox=[204, 426, 392, 460]
paragraph: ΑΒΑΝΑ, 11. (Ἀσ. Πρ.).— Στρατοδικεῖον κατεδίκασε 17 ἀξιωματικοὺς τοῦ στρατοῦ τῆς Κούβας εἰς φυλάκισιν διὰ συνωμοσίαν κατὰ τῆς κυβερνήσεως. bbox=[975, 655, 1158, 679]
rate-row: Ἀγγλίας 318,50—309,50 bbox=[412, 281, 524, 290]
article-dionne-quintuplet bbox=[8, 740, 392, 800]
rate-row: Μπαρέ 247,00—248,50 bbox=[412, 299, 524, 308]
section-header: ΑΠΟ ΤΗΝ ΝΙΓΡΙΤΑΝ bbox=[8, 939, 196, 955]
paragraph: ΔΕΥΤΕΡΑ 4 ΝΟΕΜΒΡΙΟΥ: Ὥρα 10 ἐπίσκεψις εἰς Κιλκίς καὶ Πολύκαστρον. Ὥρα 18 ἐπίσημον γεῦμα. bbox=[975, 264, 1158, 280]
divider bbox=[8, 927, 392, 928]
paragraph: ΑΘΗΝΑΙ, 11. (Ἀσ. Πρ.).— Ὁ διευθυντὴς τῆς Ἑλληνικῆς Ἐπιτροπῆς Ἀτομικῆς Ἐνεργείας ἐδήλωσεν ὅτι προσεχῶς θὰ χρησιμοποιηθοῦν τὰ ραδιενεργὰ ἰσότοπα διὰ τὴν βελτίωσιν τῆς γεωργικῆς παραγωγῆς. bbox=[1366, 267, 1558, 300]
divider bbox=[8, 883, 392, 886]
rate-row: Βελγίου 242,50—249,50 bbox=[412, 325, 524, 334]
divider bbox=[8, 595, 392, 598]
headline: ΠΡΟΣΚΛΗΣΙΣ ΣΤΡΑΤΕΥΣΙΜΩΝ ΤΗΣ ΑΕΡΟΠΟΡΙΑΣ ΚΛΑΣΕΩΣ 1956 bbox=[621, 610, 1131, 629]
section-header: ΑΠΟ ΤΗΝ ΔΡΑΜΑΝ bbox=[8, 1044, 196, 1059]
divider bbox=[8, 777, 392, 778]
paragraph: ΒΙΕΝΝΗ, 11. (Ἀσ. Πρ.).— Ὁ νεοσύστατος Διεθνὴς Ὀργανισμὸς Ἀτομικῆς Ἐνεργείας δὲν διαθέτει ἐπαρκῆ ποσότητα πυρηνικοῦ ὑλικοῦ διὰ νὰ πραγματοποιήσῃ τὸ πρόγραμμά του, ἐδήλωσεν ὁ γενικὸς διευθυντὴς τοῦ Ὀργανισμοῦ. bbox=[594, 410, 777, 452]
article-lottery-numbers bbox=[8, 426, 196, 590]
subheadline: ΕΛΠΙΔΑ ΤΟΥ ΚΟΣΜΟΥ ΧΑΡΑΚΤΗΡΙΖΕΙ ΤΟ ΝΑΤΟ Ο κ. ΑΪΖΕΝΧΑΟΥΕΡ bbox=[789, 640, 963, 684]
article-nautilus bbox=[8, 603, 392, 726]
headline: ΑΜΕΡΙΚΑΝΟΙ ΑΡΧΑΙΟΛΟΓΟΙ ΕΙΣ ΤΗΝ ΙΩΛΚΟΝ bbox=[412, 69, 578, 97]
paragraph: ΑΘΗΝΑΙ, 11.— Ἀνεκοινώθη ὑπὸ τοῦ ὑπουργείου Ἐμπορικῆς Ναυτιλίας ὅτι ὁμὰς Ἑλλήνων ναυτικῶν ἐκρατήθη εἰς Ἀδριανούπολιν διὰ παράβασιν τῶν κανονισμῶν. bbox=[402, 163, 588, 196]
